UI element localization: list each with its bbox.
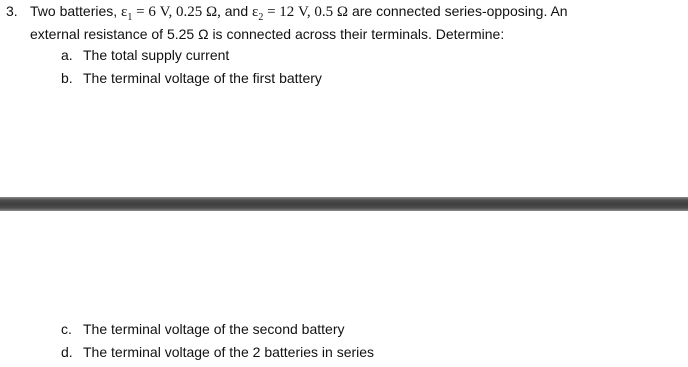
- page-divider: [0, 197, 688, 211]
- emf2-value: = 12 V, 0.5 Ω: [263, 4, 349, 20]
- emf2-symbol: ε: [252, 4, 259, 20]
- item-letter: a.: [61, 47, 73, 63]
- problem-line-1: [30, 3, 568, 23]
- item-text: The terminal voltage of the 2 batteries in series: [83, 344, 375, 360]
- line1-prefix: Two batteries,: [30, 3, 122, 19]
- item-text: The total supply current: [83, 47, 230, 63]
- emf1-subscript: 1: [127, 11, 133, 23]
- line1-suffix: are connected series-opposing. An: [348, 3, 568, 19]
- emf1-symbol: ε: [121, 4, 128, 20]
- problem-number: 3.: [6, 3, 18, 19]
- item-letter: b.: [61, 70, 73, 86]
- emf1-value: = 6 V, 0.25 Ω,: [132, 4, 221, 20]
- item-text: The terminal voltage of the first battery: [83, 70, 322, 86]
- problem-line-2: external resistance of 5.25 Ω is connected across their terminals. Determine:: [30, 26, 505, 42]
- emf2-subscript: 2: [258, 11, 264, 23]
- item-letter: c.: [61, 321, 72, 337]
- item-letter: d.: [61, 344, 73, 360]
- and-text: and: [220, 3, 253, 19]
- item-text: The terminal voltage of the second battery: [83, 321, 345, 337]
